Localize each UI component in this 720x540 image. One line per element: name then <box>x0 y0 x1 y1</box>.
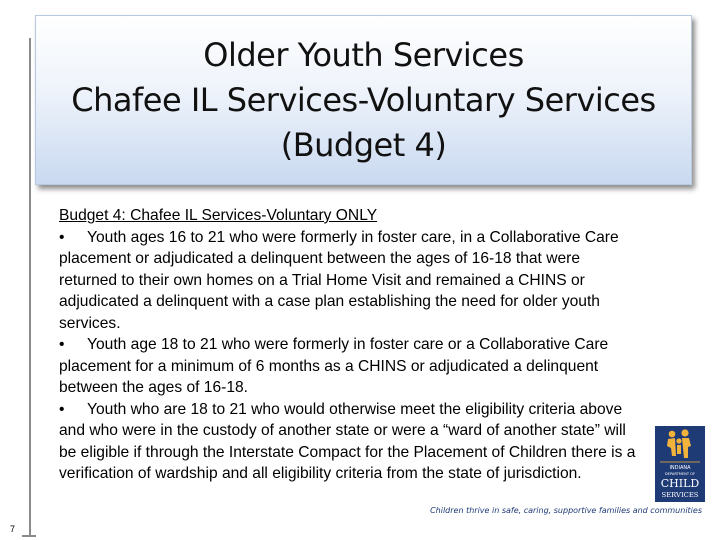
bullet-text-1: Youth ages 16 to 21 who were formerly in foster care, in a Collaborative Care placement or adjudicated a delinquent between the ages of 16-18 that were returned to their own homes on a Trial Home Visit and remained a CHINS or adjudicated a delinquent with a case plan establishing the need for older youth services. <box>59 228 619 332</box>
logo-text-child: CHILD <box>660 477 700 490</box>
bullet-item-2 <box>59 334 639 399</box>
bullet-item-3 <box>59 399 639 485</box>
figure-body-right <box>682 438 691 458</box>
figure-body-left <box>667 438 676 456</box>
title-line-3: (Budget 4) <box>280 125 447 164</box>
figure-body-child <box>677 445 681 454</box>
bullet-item-1 <box>59 227 639 335</box>
title-line-1: Older Youth Services <box>203 35 524 74</box>
logo-graphic <box>655 426 705 502</box>
bullet-marker: • <box>59 400 65 418</box>
figure-head-child <box>676 438 681 443</box>
bottom-rule <box>22 535 36 537</box>
footer-tagline: Children thrive in safe, caring, supportive families and communities <box>430 506 702 515</box>
logo-text-department: DEPARTMENT OF <box>664 472 696 476</box>
body-text <box>59 205 639 485</box>
logo-text-services: SERVICES <box>661 491 699 499</box>
bullet-text-3: Youth who are 18 to 21 who would otherwise meet the eligibility criteria above and who were in the custody of another state or were a “ward of another state” will be eligible if through the Interstate Compact for the Placement of Children there is a verification of wardship and all eligibility criteria from the state of jurisdiction. <box>59 400 636 482</box>
left-vertical-rule <box>29 38 31 536</box>
page-number: 7 <box>10 524 16 534</box>
bullet-text-2: Youth age 18 to 21 who were formerly in foster care or a Collaborative Care placement for a minimum of 6 months as a CHINS or adjudicated a delinquent between the ages of 16-18. <box>59 336 609 396</box>
bullet-marker: • <box>59 336 65 353</box>
title-line-2: Chafee IL Services-Voluntary Services <box>71 80 656 119</box>
title-banner <box>35 15 692 185</box>
body-heading: Budget 4: Chafee IL Services-Voluntary ONLY <box>59 207 378 224</box>
indiana-dcs-logo <box>655 426 705 502</box>
figure-head-right <box>681 429 688 436</box>
bullet-marker: • <box>59 228 65 246</box>
logo-text-indiana: INDIANA <box>669 465 691 471</box>
figure-head-left <box>669 431 676 438</box>
